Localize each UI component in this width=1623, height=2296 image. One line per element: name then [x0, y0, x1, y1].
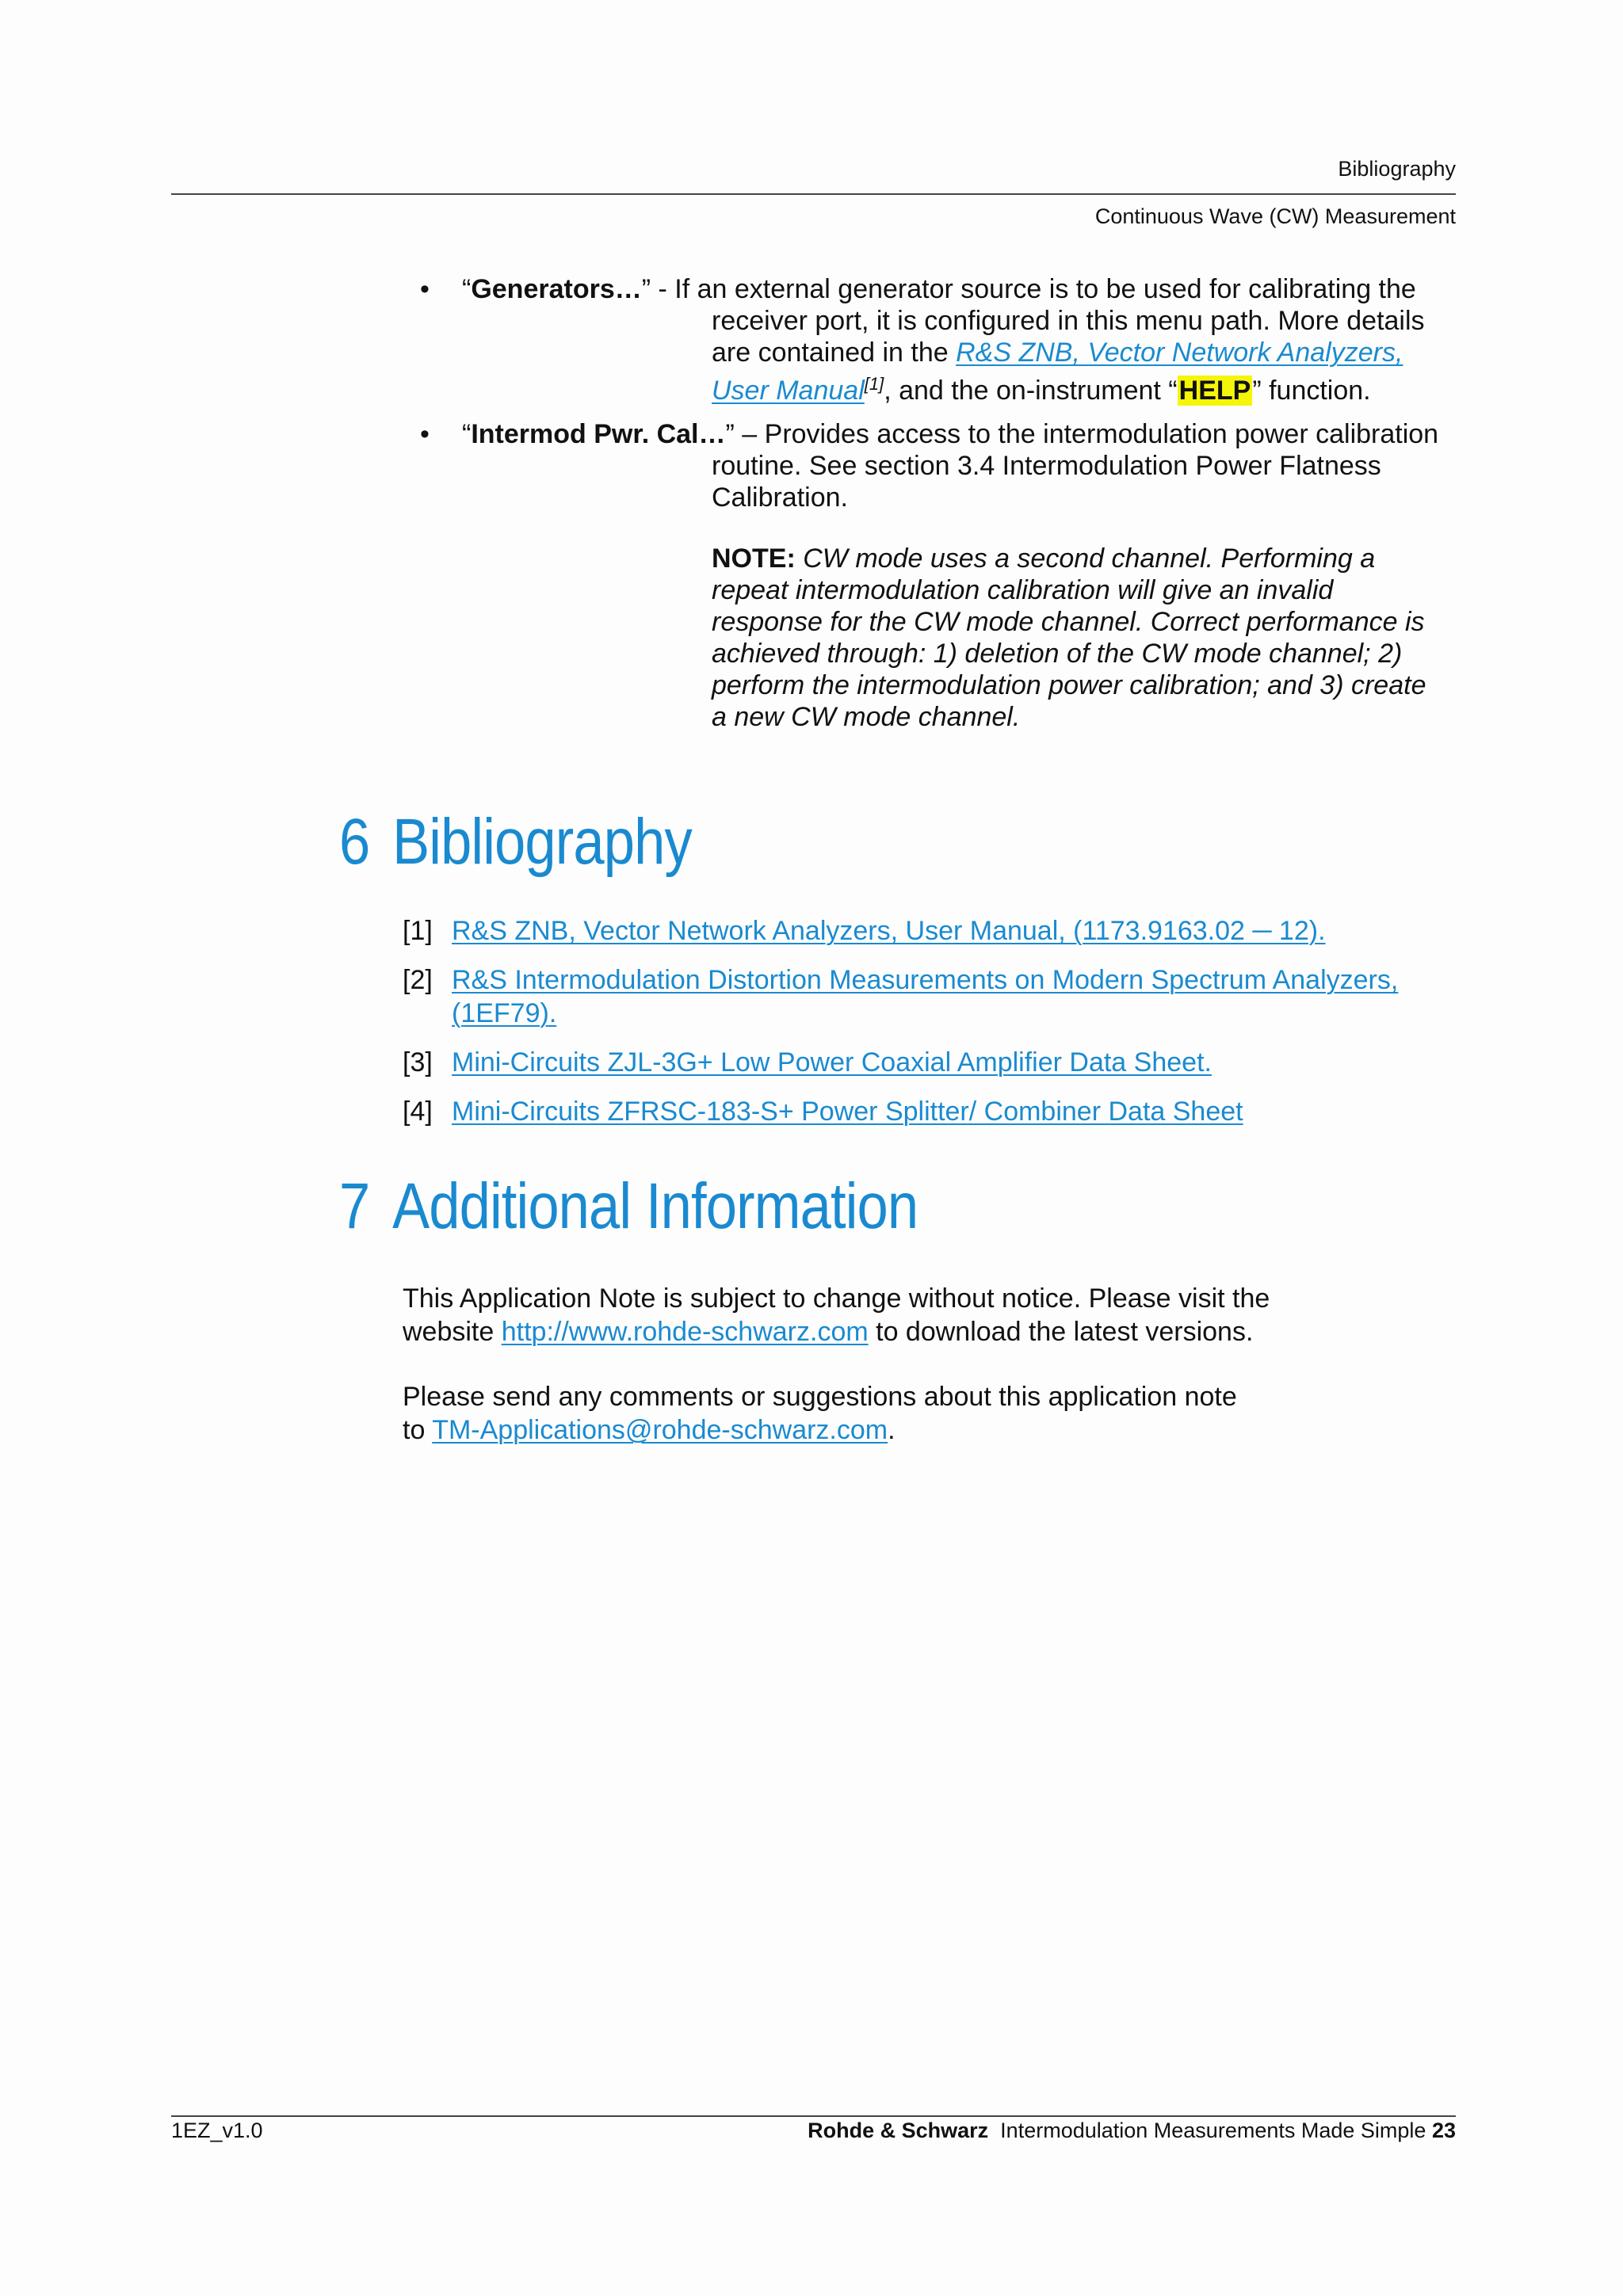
section-title: Bibliography: [392, 806, 692, 878]
reference-item: [403, 963, 1512, 1030]
bullet-generators-line3: are contained in the R&S ZNB, Vector Network Analyzers,: [712, 338, 1403, 368]
email-link[interactable]: TM-Applications@rohde-schwarz.com: [432, 1415, 888, 1445]
section-number: 6: [339, 806, 370, 878]
note-line5: perform the intermodulation power calibration; and 3) create: [712, 670, 1426, 700]
manual-link[interactable]: R&S ZNB, Vector Network Analyzers,: [956, 338, 1403, 368]
running-header-section: Bibliography: [1338, 157, 1456, 181]
reference-link[interactable]: Mini-Circuits ZJL-3G+ Low Power Coaxial Amplifier Data Sheet.: [452, 1047, 1212, 1077]
note-line3: response for the CW mode channel. Correct performance is: [712, 607, 1425, 637]
bullet-intermod-line3: Calibration.: [712, 482, 848, 513]
ref-superscript: [1]: [864, 374, 884, 394]
bullet-intermod-line2: routine. See section 3.4 Intermodulation Power Flatness: [712, 451, 1381, 481]
footer-doc-title: Intermodulation Measurements Made Simple: [1000, 2119, 1426, 2142]
bullet-dot: •: [420, 419, 430, 449]
footer-title-block: [808, 2119, 1456, 2143]
running-header-subsection: Continuous Wave (CW) Measurement: [1094, 204, 1456, 228]
note-line2: repeat intermodulation calibration will give an invalid: [712, 575, 1334, 605]
bullet-generators-line1: “Generators…” - If an external generator source is to be used for calibrating the: [462, 274, 1416, 304]
additional-paragraph-1-line2: website http://www.rohde-schwarz.com to download the latest versions.: [403, 1317, 1254, 1347]
footer-rule: [171, 2115, 1456, 2117]
section-number: 7: [339, 1170, 370, 1242]
reference-number: [3]: [403, 1047, 433, 1077]
reference-link[interactable]: R&S ZNB, Vector Network Analyzers, User Manual, (1173.9163.02 ─ 12).: [452, 916, 1326, 946]
bullet-generators-line2: receiver port, it is configured in this menu path. More details: [712, 306, 1425, 336]
menu-term-generators: Generators…: [471, 274, 642, 304]
reference-item: [403, 1095, 1512, 1128]
reference-item: [403, 914, 1512, 948]
website-link[interactable]: http://www.rohde-schwarz.com: [501, 1317, 869, 1347]
footer-doc-id: 1EZ_v1.0: [171, 2119, 263, 2142]
section-title: Additional Information: [392, 1170, 918, 1242]
footer-company: Rohde & Schwarz: [808, 2119, 989, 2142]
help-highlight: HELP: [1178, 376, 1251, 406]
reference-link[interactable]: Mini-Circuits ZFRSC-183-S+ Power Splitter/ Combiner Data Sheet: [452, 1097, 1243, 1127]
menu-term-intermod: Intermod Pwr. Cal…: [471, 419, 726, 449]
bullet-dot: •: [420, 274, 430, 304]
note-line1: NOTE: CW mode uses a second channel. Performing a: [712, 543, 1376, 574]
reference-item: [403, 1046, 1512, 1079]
reference-number: [4]: [403, 1097, 433, 1127]
section-heading-additional: [339, 1171, 918, 1242]
section-heading-bibliography: [339, 807, 692, 878]
additional-paragraph-2-line2: to TM-Applications@rohde-schwarz.com.: [403, 1415, 896, 1445]
bullet-generators-line4: User Manual[1], and the on-instrument “HELP” function.: [712, 374, 1371, 406]
note-line4: achieved through: 1) deletion of the CW mode channel; 2): [712, 639, 1403, 669]
manual-link-cont[interactable]: User Manual: [712, 376, 865, 406]
bullet-intermod-line1: “Intermod Pwr. Cal…” – Provides access to the intermodulation power calibration: [462, 419, 1439, 449]
additional-paragraph-1-line1: This Application Note is subject to change without notice. Please visit the: [403, 1283, 1270, 1314]
reference-number: [2]: [403, 965, 433, 995]
header-rule: [171, 193, 1456, 195]
note-label: NOTE:: [712, 543, 796, 574]
page-number: 23: [1431, 2119, 1456, 2142]
additional-paragraph-2-line1: Please send any comments or suggestions about this application note: [403, 1382, 1237, 1412]
reference-link[interactable]: R&S Intermodulation Distortion Measurements on Modern Spectrum Analyzers,: [452, 965, 1399, 995]
note-line6: a new CW mode channel.: [712, 702, 1021, 732]
reference-link-cont[interactable]: (1EF79).: [452, 998, 557, 1028]
reference-number: [1]: [403, 916, 433, 946]
